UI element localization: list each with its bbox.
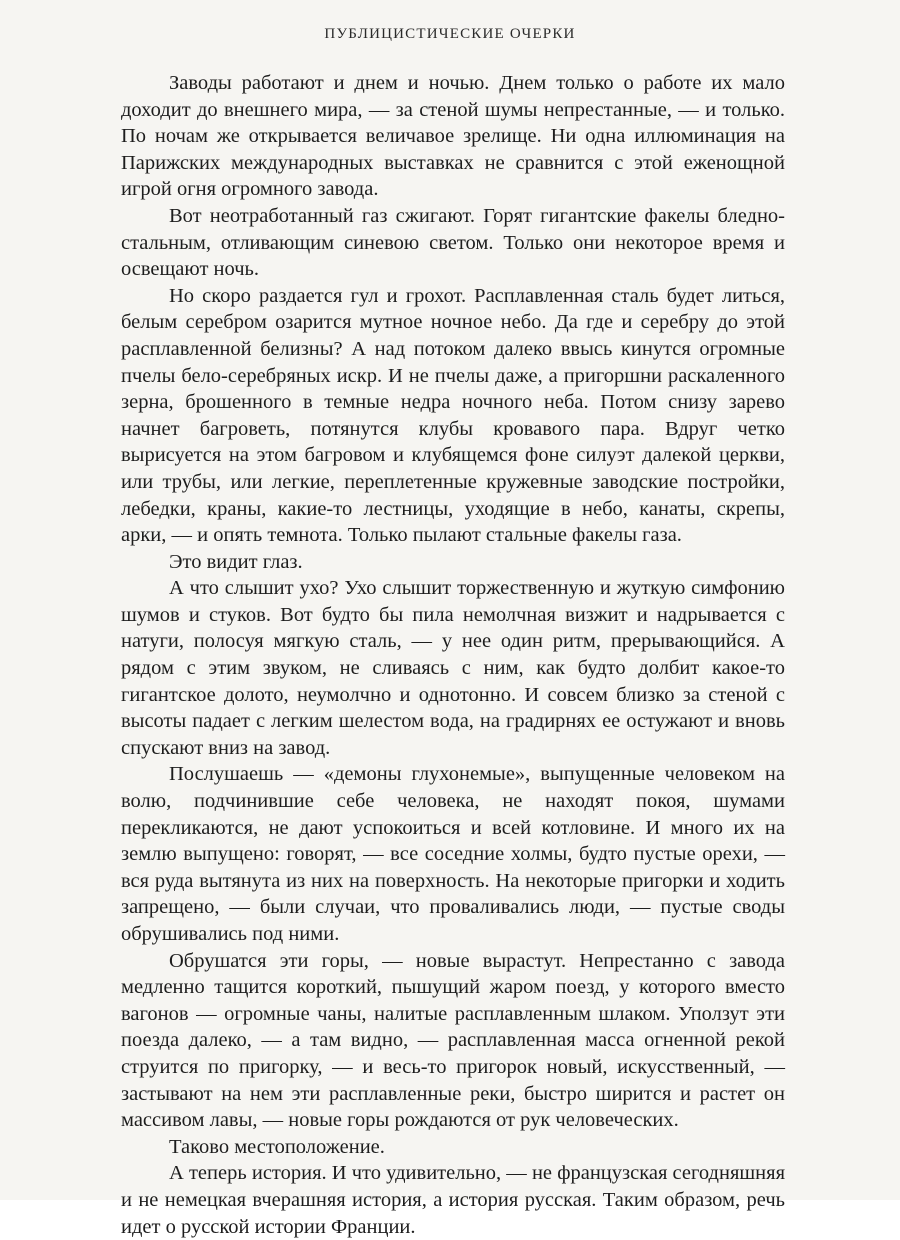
paragraph-6: Послушаешь — «демоны глухонемые», выпущенные человеком на волю, подчинившие себе человека, не находят покоя, шумами перекликаются, не дают успокоиться и всей котловине. И много их на землю выпущено: говорят, — все соседние холмы, будто пустые орехи, — вся руда вытянута из них на поверхность. На некоторые пригорки и ходить запрещено, — были случаи, что проваливались люди, — пустые своды обрушивались под ними. [121,763,785,945]
paragraph-5: А что слышит ухо? Ухо слышит торжественную и жуткую симфонию шумов и стуков. Вот будто бы пила немолчная визжит и надрывается с натуги, полосуя мягкую сталь, — у нее один ритм, прерывающийся. А рядом с этим звуком, не сливаясь с ним, как будто долбит какое-то гигантское долото, неумолчно и однотонно. И совсем близко за стеной с высоты падает с легким шелестом вода, на градирнях ее остужают и вновь спускают вниз на завод. [121,577,785,759]
paragraph-9: А теперь история. И что удивительно, — не французская сегодняшняя и не немецкая вчерашняя история, а история русская. Таким образом, речь идет о русской истории Франции. [121,1162,785,1238]
paragraph-3: Но скоро раздается гул и грохот. Расплавленная сталь будет литься, белым серебром озарится мутное ночное небо. Да где и серебру до этой расплавленной белизны? А над потоком далеко ввысь кинутся огромные пчелы бело-серебряных искр. И не пчелы даже, а пригоршни раскаленного зерна, брошенного в темные недра ночного неба. Потом снизу зарево начнет багроветь, потянутся клубы кровавого пара. Вдруг четко вырисуется на этом багровом и клубящемся фоне силуэт далекой церкви, или трубы, или легкие, переплетенные кружевные заводские постройки, лебедки, краны, какие-то лестницы, уходящие в небо, канаты, скрепы, арки, — и опять темнота. Только пылают стальные факелы газа. [121,284,785,547]
paragraph-4: Это видит глаз. [169,550,303,573]
body-text [121,70,785,1240]
paragraph-8: Таково местоположение. [169,1135,385,1158]
paragraph-1: Заводы работают и днем и ночью. Днем только о работе их мало доходит до внешнего мира, — за стеной шумы непрестанные, — и только. По ночам же открывается величавое зрелище. Ни одна иллюминация на Парижских международных выставках не сравнится с этой еженощной игрой огня огромного завода. [121,72,785,201]
running-header: ПУБЛИЦИСТИЧЕСКИЕ ОЧЕРКИ [324,26,576,42]
paragraph-7: Обрушатся эти горы, — новые вырастут. Непрестанно с завода медленно тащится короткий, пышущий жаром поезд, у которого вместо вагонов — огромные чаны, налитые расплавленным шлаком. Уползут эти поезда далеко, — а там видно, — расплавленная масса огненной рекой струится по пригорку, — и весь-то пригорок новый, искусственный, — застывают на нем эти расплавленные реки, быстро ширится и растет он массивом лавы, — новые горы рождаются от рук человеческих. [121,949,785,1132]
paragraph-2: Вот неотработанный газ сжигают. Горят гигантские факелы бледно-стальным, отливающим синевою светом. Только они некоторое время и освещают ночь. [121,204,785,281]
